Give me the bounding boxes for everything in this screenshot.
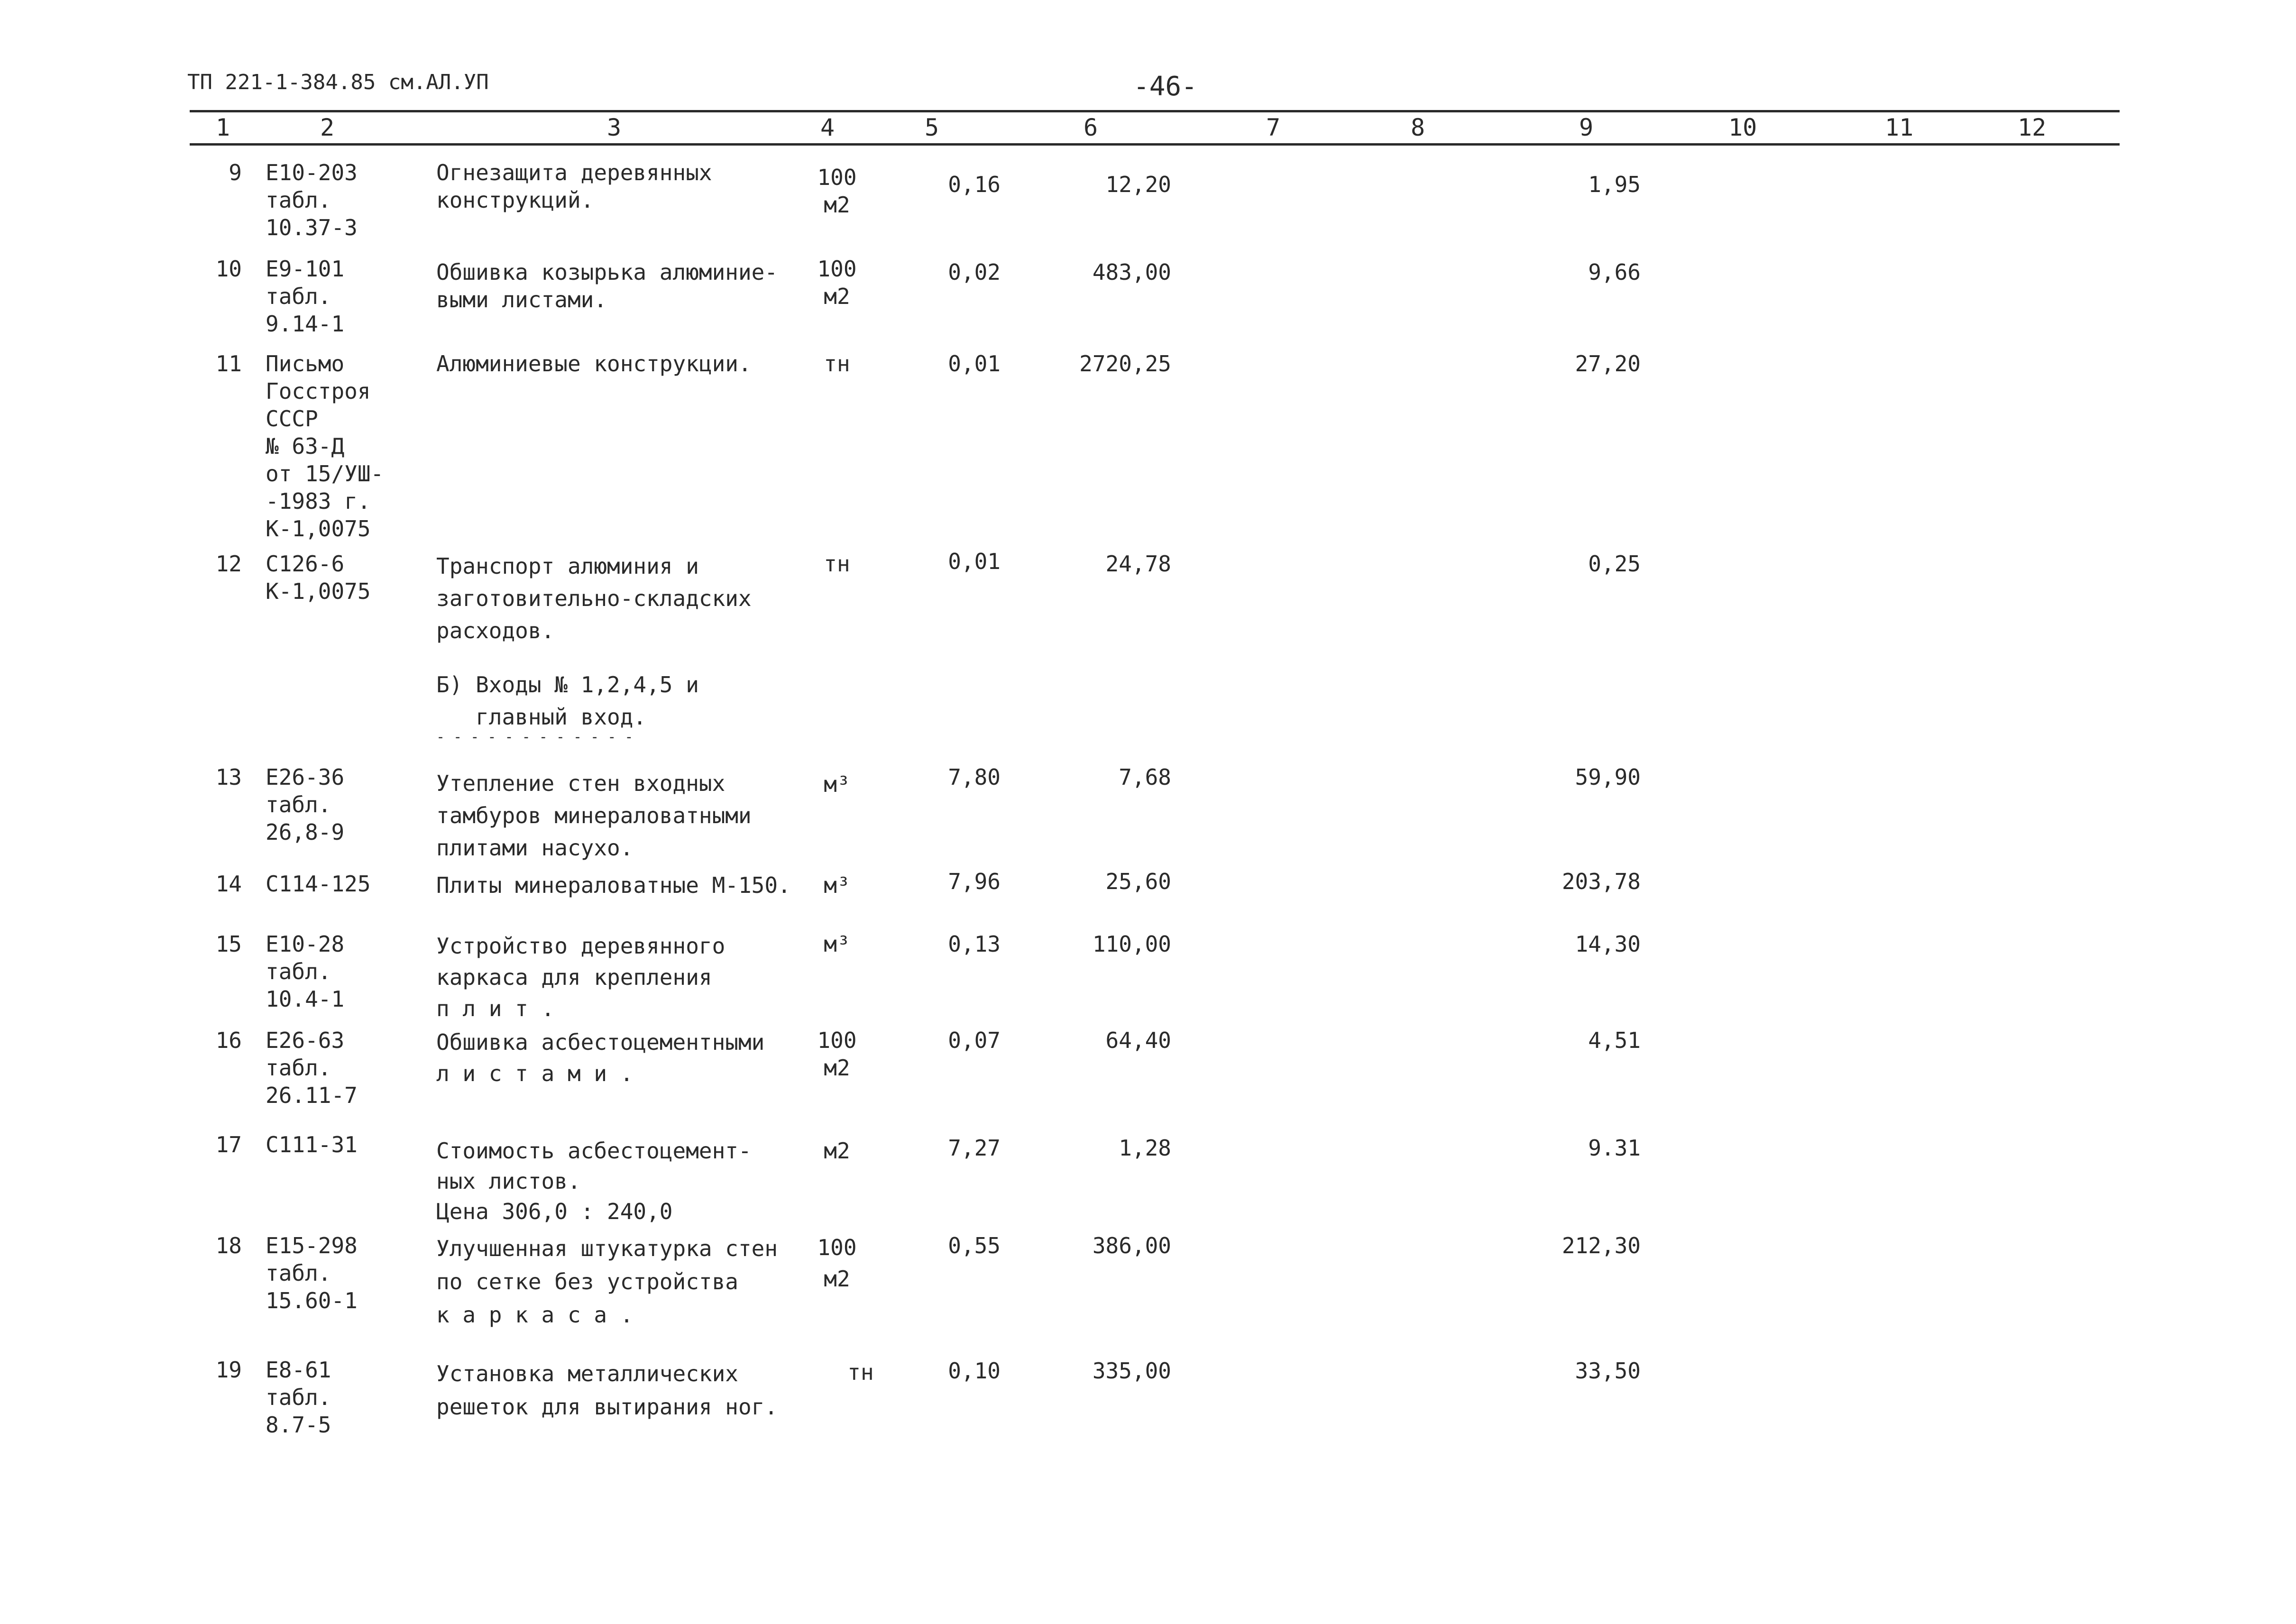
- row-number: 12: [215, 551, 242, 577]
- column-header-4: 4: [820, 114, 835, 141]
- row-name: Обшивка асбестоцементными л и с т а м и .: [436, 1029, 765, 1086]
- row-code: С111-31: [266, 1132, 358, 1157]
- section-heading: Б) Входы № 1,2,4,5 и главный вход.: [436, 672, 699, 730]
- row-number: 14: [215, 871, 242, 897]
- column-header-10: 10: [1728, 114, 1757, 141]
- document-code: ТП 221-1-384.85 см.АЛ.УП: [187, 70, 489, 94]
- row-total: 27,20: [1575, 351, 1641, 376]
- row-price: 25,60: [1105, 869, 1171, 894]
- row-total: 0,25: [1588, 551, 1641, 577]
- row-name: Установка металлических решеток для вытирания ног.: [436, 1361, 778, 1420]
- row-price: 7,68: [1119, 764, 1171, 790]
- column-header-6: 6: [1084, 114, 1098, 141]
- row-name: Улучшенная штукатурка стен по сетке без устройства к а р к а с а .: [436, 1236, 778, 1328]
- row-price: 110,00: [1092, 931, 1171, 957]
- row-name: Транспорт алюминия и заготовительно-складских расходов.: [436, 553, 752, 643]
- row-price: 386,00: [1092, 1233, 1171, 1258]
- row-name: Устройство деревянного каркаса для крепления п л и т .: [436, 933, 726, 1021]
- column-header-2: 2: [320, 114, 335, 141]
- column-header-11: 11: [1885, 114, 1914, 141]
- row-quantity: 7,96: [948, 869, 1001, 894]
- row-unit: 100 м2: [817, 1235, 857, 1292]
- row-quantity: 0,55: [948, 1233, 1001, 1258]
- column-header-1: 1: [216, 114, 230, 141]
- row-total: 212,30: [1561, 1233, 1641, 1258]
- row-unit: м³: [824, 771, 850, 797]
- row-total: 33,50: [1575, 1358, 1641, 1384]
- row-code: Е8-61 табл. 8.7-5: [266, 1357, 331, 1438]
- row-name: Обшивка козырька алюминие- выми листами.: [436, 259, 778, 312]
- row-price: 1,28: [1119, 1135, 1171, 1161]
- row-total: 9.31: [1588, 1135, 1641, 1161]
- row-name: Стоимость асбестоцемент- ных листов. Цена 306,0 : 240,0: [436, 1138, 752, 1224]
- row-total: 1,95: [1588, 172, 1641, 197]
- row-price: 24,78: [1105, 551, 1171, 577]
- row-unit: м³: [824, 931, 850, 957]
- row-number: 19: [215, 1357, 242, 1383]
- row-quantity: 0,01: [948, 351, 1001, 376]
- section-underline: - - - - - - - - - - - -: [436, 729, 634, 745]
- row-name: Алюминиевые конструкции.: [436, 351, 752, 376]
- row-code: Е15-298 табл. 15.60-1: [266, 1233, 358, 1313]
- row-unit: 100 м2: [817, 256, 857, 309]
- header-top-rule: [190, 110, 2120, 112]
- row-code: Е26-36 табл. 26,8-9: [266, 764, 345, 845]
- row-number: 16: [215, 1028, 242, 1053]
- row-code: Письмо Госстроя СССР № 63-Д от 15/УШ- -1983 г. К-1,0075: [266, 351, 384, 541]
- row-unit: м2: [824, 1138, 850, 1164]
- row-unit: м³: [824, 872, 850, 898]
- row-name: Утепление стен входных тамбуров минераловатными плитами насухо.: [436, 771, 752, 861]
- row-total: 4,51: [1588, 1028, 1641, 1053]
- row-code: Е9-101 табл. 9.14-1: [266, 256, 345, 337]
- row-number: 10: [215, 256, 242, 282]
- row-quantity: 0,07: [948, 1028, 1001, 1053]
- row-code: Е26-63 табл. 26.11-7: [266, 1028, 358, 1108]
- row-unit: тн: [847, 1359, 874, 1385]
- row-name: Плиты минераловатные М-150.: [436, 872, 791, 898]
- column-header-9: 9: [1579, 114, 1594, 141]
- row-unit: тн: [824, 351, 850, 376]
- row-price: 335,00: [1092, 1358, 1171, 1384]
- column-header-12: 12: [2018, 114, 2047, 141]
- row-number: 13: [215, 764, 242, 790]
- row-number: 17: [215, 1132, 242, 1157]
- row-total: 59,90: [1575, 764, 1641, 790]
- row-price: 483,00: [1092, 259, 1171, 285]
- row-total: 203,78: [1561, 869, 1641, 894]
- row-unit: 100 м2: [817, 1028, 857, 1081]
- row-quantity: 0,16: [948, 172, 1001, 197]
- column-header-8: 8: [1411, 114, 1425, 141]
- row-name: Огнезащита деревянных конструкций.: [436, 160, 712, 213]
- row-code: С126-6 К-1,0075: [266, 551, 371, 604]
- row-number: 11: [215, 351, 242, 376]
- row-price: 12,20: [1105, 172, 1171, 197]
- row-unit: тн: [824, 551, 850, 577]
- row-total: 14,30: [1575, 931, 1641, 957]
- row-code: Е10-28 табл. 10.4-1: [266, 931, 345, 1012]
- row-quantity: 0,01: [948, 549, 1001, 574]
- row-number: 9: [229, 160, 242, 185]
- row-total: 9,66: [1588, 259, 1641, 285]
- column-header-3: 3: [607, 114, 622, 141]
- row-quantity: 7,27: [948, 1135, 1001, 1161]
- column-header-7: 7: [1266, 114, 1281, 141]
- row-number: 15: [215, 931, 242, 957]
- row-code: Е10-203 табл. 10.37-3: [266, 160, 358, 240]
- row-unit: 100 м2: [817, 165, 857, 218]
- row-number: 18: [215, 1233, 242, 1258]
- row-price: 64,40: [1105, 1028, 1171, 1053]
- row-quantity: 0,02: [948, 259, 1001, 285]
- column-header-5: 5: [925, 114, 939, 141]
- row-price: 2720,25: [1079, 351, 1171, 376]
- row-quantity: 0,13: [948, 931, 1001, 957]
- row-quantity: 7,80: [948, 764, 1001, 790]
- row-quantity: 0,10: [948, 1358, 1001, 1384]
- row-code: С114-125: [266, 871, 371, 897]
- page-number: -46-: [1133, 71, 1197, 102]
- header-bottom-rule: [190, 143, 2120, 146]
